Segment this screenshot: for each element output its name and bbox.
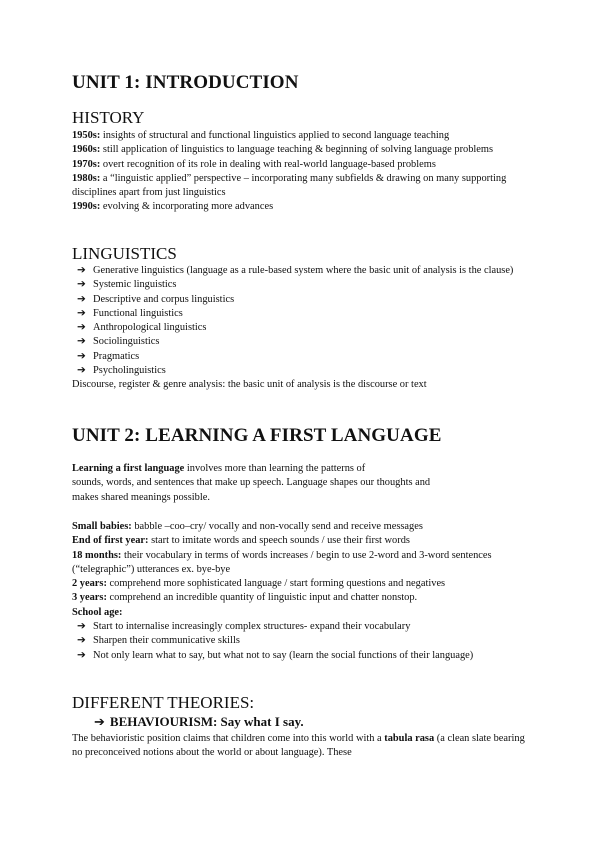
stage-text: their vocabulary in terms of words increases / begin to use 2-word and 3-word sentences (“telegraphic”) utterances ex. bye-bye: [72, 549, 492, 575]
list-item: [72, 278, 532, 292]
list-item-text: Generative linguistics (language as a rule-based system where the basic unit of analysis is the clause): [93, 265, 514, 276]
history-year: 1990s:: [72, 201, 101, 213]
history-year: 1980s:: [72, 172, 101, 184]
history-text: a “linguistic applied” perspective – incorporating many subfields & drawing on many supporting disciplines apart from just linguistics: [72, 172, 507, 199]
stage-label: Small babies:: [72, 521, 132, 532]
stage-label: 3 years:: [72, 592, 107, 604]
list-item: [72, 335, 532, 349]
list-item: [72, 634, 532, 648]
history-list: [72, 129, 532, 215]
unit2-intro: [72, 462, 532, 505]
intro-line: makes shared meanings possible.: [72, 491, 210, 503]
list-item: [72, 649, 532, 663]
history-item: [72, 200, 532, 214]
list-item-text: Pragmatics: [93, 350, 140, 362]
history-text: still application of linguistics to language teaching & beginning of solving language problems: [100, 144, 494, 156]
list-item: [72, 293, 532, 307]
stage-item: [72, 520, 532, 534]
list-item: [72, 321, 532, 335]
stage-label: 18 months:: [72, 549, 122, 561]
intro-line: sounds, words, and sentences that make up speech. Language shapes our thoughts and: [72, 477, 431, 489]
arrow-icon: ➔: [77, 365, 86, 377]
stage-label: 2 years:: [72, 578, 107, 590]
list-item: [72, 364, 532, 378]
stage-item: [72, 591, 532, 605]
intro-bold: Learning a first language: [72, 463, 185, 474]
history-text: evolving & incorporating more advances: [100, 201, 274, 213]
list-item-text: Start to internalise increasingly complex structures- expand their vocabulary: [93, 621, 411, 633]
history-item: [72, 129, 532, 143]
stage-text: start to imitate words and speech sounds / use their first words: [148, 535, 410, 547]
history-year: 1950s:: [72, 130, 101, 141]
stage-item: [72, 534, 532, 548]
arrow-icon: ➔: [77, 322, 86, 334]
history-text: insights of structural and functional linguistics applied to second language teaching: [100, 130, 450, 141]
list-item-text: Descriptive and corpus linguistics: [93, 293, 235, 305]
arrow-icon: ➔: [77, 635, 86, 647]
list-item-text: Not only learn what to say, but what not to say (learn the social functions of their language): [93, 649, 474, 661]
list-item-text: Systemic linguistics: [93, 279, 177, 291]
arrow-icon: ➔: [94, 714, 105, 729]
arrow-icon: ➔: [77, 336, 86, 348]
list-item-text: Functional linguistics: [93, 307, 183, 319]
history-heading: HISTORY: [72, 108, 145, 127]
history-item: [72, 158, 532, 172]
stage-item: [72, 577, 532, 591]
stage-text: comprehend more sophisticated language / start forming questions and negatives: [106, 578, 446, 590]
theories-heading: DIFFERENT THEORIES:: [72, 693, 255, 712]
stage-text: comprehend an incredible quantity of linguistic input and chatter nonstop.: [106, 592, 418, 604]
list-item: [72, 264, 532, 278]
history-item: [72, 172, 532, 201]
linguistics-note: Discourse, register & genre analysis: the basic unit of analysis is the discourse or text: [72, 379, 427, 391]
arrow-icon: ➔: [77, 621, 86, 633]
behaviourism-heading: ➔ BEHAVIOURISM: Say what I say.: [94, 714, 304, 729]
list-item-text: Sharpen their communicative skills: [93, 635, 240, 647]
linguistics-heading: LINGUISTICS: [72, 244, 177, 263]
behaviourism-paragraph: The behavioristic position claims that children come into this world with a tabula rasa (a clean slate bearing no preconceived notions about the world or about language). These: [72, 733, 525, 759]
history-text: overt recognition of its role in dealing with real-world language-based problems: [100, 158, 436, 170]
arrow-icon: ➔: [77, 279, 86, 291]
arrow-icon: ➔: [77, 307, 86, 319]
list-item: [72, 307, 532, 321]
list-item-text: Psycholinguistics: [93, 365, 166, 377]
intro-line: involves more than learning the patterns of: [184, 463, 366, 474]
stage-text: babble –coo–cry/ vocally and non-vocally send and receive messages: [131, 521, 423, 532]
arrow-icon: ➔: [77, 293, 86, 305]
tabula-rasa-term: tabula rasa: [384, 733, 435, 744]
arrow-icon: ➔: [77, 649, 86, 661]
history-item: [72, 143, 532, 157]
stage-label: End of first year:: [72, 535, 149, 547]
school-age-list: [72, 620, 532, 663]
arrow-icon: ➔: [77, 265, 86, 276]
unit2-title: UNIT 2: LEARNING A FIRST LANGUAGE: [72, 425, 442, 446]
list-item-text: Sociolinguistics: [93, 336, 160, 348]
unit1-title: UNIT 1: INTRODUCTION: [72, 72, 299, 93]
stage-item: [72, 549, 532, 578]
history-year: 1970s:: [72, 158, 101, 170]
list-item: [72, 620, 532, 634]
history-year: 1960s:: [72, 144, 101, 156]
linguistics-section: [72, 264, 532, 393]
list-item-text: Anthropological linguistics: [93, 322, 207, 334]
list-item: [72, 350, 532, 364]
development-stages: [72, 520, 532, 663]
linguistics-list: [72, 264, 532, 378]
school-age-label: School age:: [72, 606, 123, 618]
arrow-icon: ➔: [77, 350, 86, 362]
